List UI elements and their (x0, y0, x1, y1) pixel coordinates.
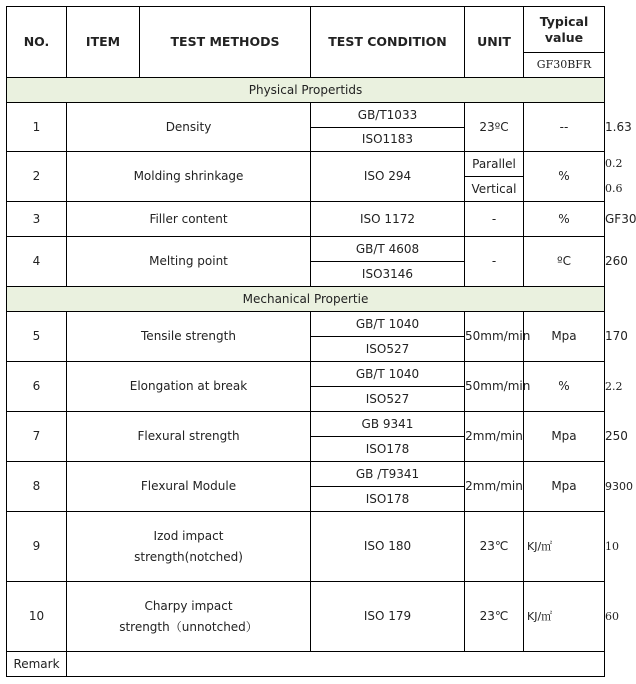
row-method: ISO 180 (311, 512, 465, 582)
row-unit: Mpa (524, 412, 605, 462)
properties-table: NO. ITEM TEST METHODS TEST CONDITION UNIT Typical value GF30BFR Physical Propertids 1 Density GB/T1033 23ºC -- 1.63 ISO1183 2 Molding shrinkage ISO 294 Parallel % 0.2 Vertical 0.6 3 Filler content ISO 1172 - % GF30 4 Melting point GB/T 4608 - ºC 260 ISO3146 Mechanical Propertie 5 Tensile strength GB/T 1040 50mm/min Mpa 170 ISO527 6 Elongation at break GB/T 1040 50mm/min % 2.2 ISO527 7 Flexural strength GB 9341 2mm/min Mpa 250 ISO178 8 Flexural Module GB /T9341 2mm/min Mpa 9300 ISO178 9 Izod impact strength(notched) ISO 180 23℃ KJ/㎡ 10 10 Charpy impact strength（unnotched） ISO 179 23℃ KJ/㎡ 60 Remark (6, 6, 605, 677)
row-method: GB/T 4608 (311, 237, 465, 262)
row-no: 9 (7, 512, 67, 582)
table-row: 10 Charpy impact strength（unnotched） ISO 179 23℃ KJ/㎡ 60 (7, 582, 605, 652)
header-test-methods: TEST METHODS (140, 7, 311, 78)
row-condition: 23℃ (465, 512, 524, 582)
row-no: 3 (7, 202, 67, 237)
row-item: Density (67, 103, 311, 152)
row-unit: % (524, 152, 605, 202)
row-unit: KJ/㎡ (524, 582, 605, 652)
row-method: ISO 294 (311, 152, 465, 202)
section-mechanical: Mechanical Propertie (7, 287, 605, 312)
row-condition: Vertical (465, 177, 524, 202)
row-condition: 2mm/min (465, 462, 524, 512)
row-item: Molding shrinkage (67, 152, 311, 202)
row-unit: % (524, 202, 605, 237)
row-condition: 23℃ (465, 582, 524, 652)
table-row: 8 Flexural Module GB /T9341 2mm/min Mpa 9300 (7, 462, 605, 487)
row-item-line: strength（unnotched） (119, 619, 258, 634)
section-physical: Physical Propertids (7, 78, 605, 103)
row-condition: Parallel (465, 152, 524, 177)
row-no: 4 (7, 237, 67, 287)
table-row: 5 Tensile strength GB/T 1040 50mm/min Mpa 170 (7, 312, 605, 337)
row-no: 2 (7, 152, 67, 202)
row-item: Tensile strength (67, 312, 311, 362)
row-condition: - (465, 202, 524, 237)
row-method: ISO 179 (311, 582, 465, 652)
row-method: ISO527 (311, 337, 465, 362)
row-method: GB /T9341 (311, 462, 465, 487)
header-typical-value: Typical value (524, 7, 605, 53)
row-method: GB/T1033 (311, 103, 465, 128)
row-item-line: Izod impact (153, 528, 224, 543)
remark-row (7, 652, 605, 677)
row-no: 8 (7, 462, 67, 512)
row-method: ISO 1172 (311, 202, 465, 237)
section-row (7, 78, 605, 103)
row-no: 6 (7, 362, 67, 412)
table-row: 4 Melting point GB/T 4608 - ºC 260 (7, 237, 605, 262)
row-method: ISO527 (311, 387, 465, 412)
row-item: Melting point (67, 237, 311, 287)
row-unit: KJ/㎡ (524, 512, 605, 582)
row-method: ISO3146 (311, 262, 465, 287)
row-unit: % (524, 362, 605, 412)
row-method: ISO178 (311, 437, 465, 462)
row-item (67, 582, 311, 652)
row-no: 5 (7, 312, 67, 362)
remark-content (67, 652, 605, 677)
row-condition: - (465, 237, 524, 287)
row-method: GB/T 1040 (311, 312, 465, 337)
row-condition: 23ºC (465, 103, 524, 152)
header-row (7, 7, 605, 53)
row-no: 1 (7, 103, 67, 152)
row-unit: -- (524, 103, 605, 152)
row-method: GB 9341 (311, 412, 465, 437)
header-grade: GF30BFR (524, 53, 605, 78)
row-item-line: Charpy impact (144, 598, 233, 613)
section-row (7, 287, 605, 312)
row-no: 10 (7, 582, 67, 652)
row-item: Flexural Module (67, 462, 311, 512)
row-no: 7 (7, 412, 67, 462)
row-condition: 50mm/min (465, 312, 524, 362)
row-item: Filler content (67, 202, 311, 237)
header-item: ITEM (67, 7, 140, 78)
table-row: 1 Density GB/T1033 23ºC -- 1.63 (7, 103, 605, 128)
row-method: ISO1183 (311, 128, 465, 152)
table-row: 2 Molding shrinkage ISO 294 Parallel % 0.2 (7, 152, 605, 177)
header-no: NO. (7, 7, 67, 78)
row-item: Elongation at break (67, 362, 311, 412)
table-row: 3 Filler content ISO 1172 - % GF30 (7, 202, 605, 237)
header-unit: UNIT (465, 7, 524, 78)
row-unit: Mpa (524, 462, 605, 512)
row-item-line: strength(notched) (134, 549, 243, 564)
remark-label: Remark (7, 652, 67, 677)
row-method: GB/T 1040 (311, 362, 465, 387)
table-row: 6 Elongation at break GB/T 1040 50mm/min % 2.2 (7, 362, 605, 387)
table-row: 7 Flexural strength GB 9341 2mm/min Mpa 250 (7, 412, 605, 437)
row-method: ISO178 (311, 487, 465, 512)
row-condition: 2mm/min (465, 412, 524, 462)
row-unit: ºC (524, 237, 605, 287)
row-item (67, 512, 311, 582)
row-item: Flexural strength (67, 412, 311, 462)
table-row: 9 Izod impact strength(notched) ISO 180 23℃ KJ/㎡ 10 (7, 512, 605, 582)
row-unit: Mpa (524, 312, 605, 362)
row-condition: 50mm/min (465, 362, 524, 412)
header-test-condition: TEST CONDITION (311, 7, 465, 78)
